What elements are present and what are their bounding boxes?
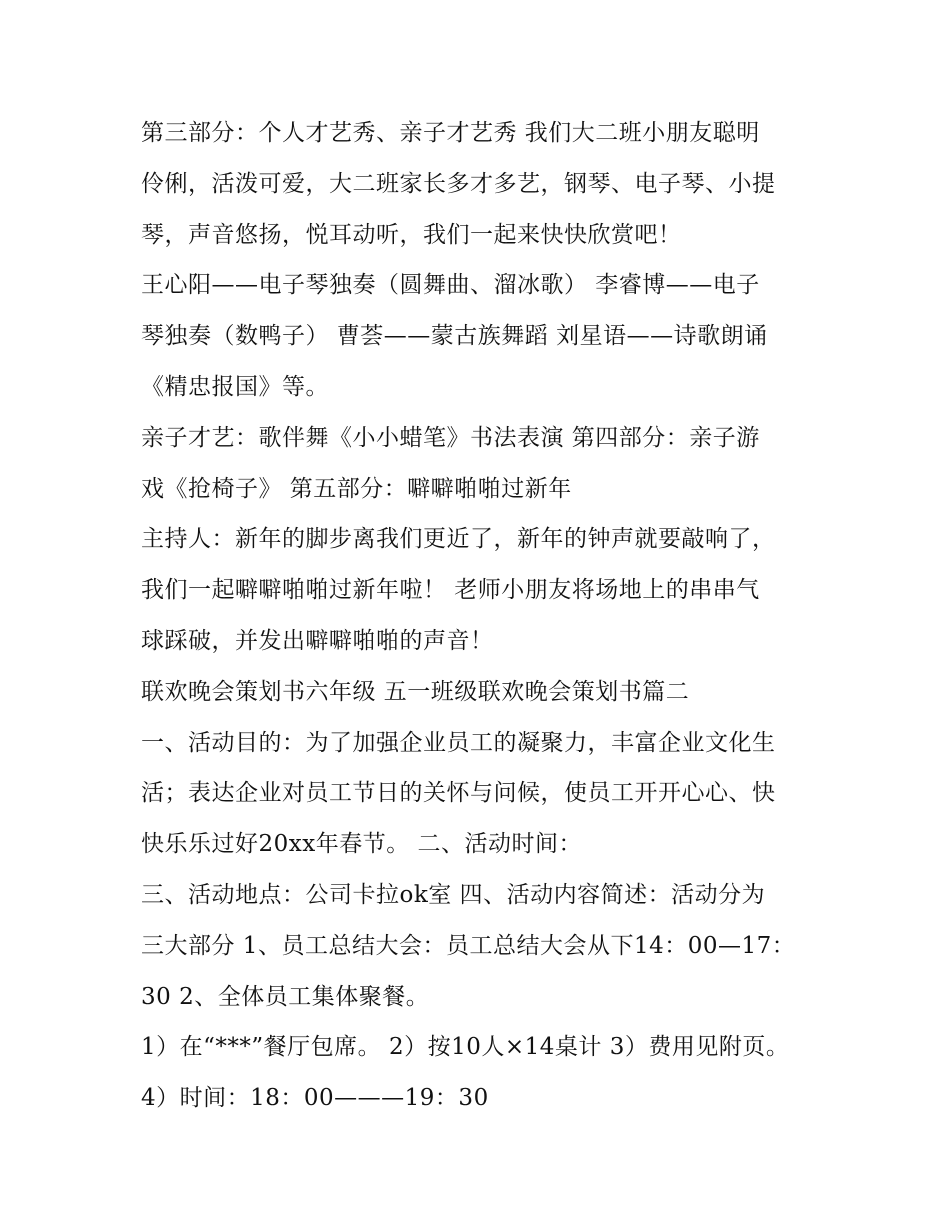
text-line: 《精忠报国》等。 [141,373,329,400]
text-line: 亲子才艺：歌伴舞《小小蜡笔》书法表演 第四部分：亲子游 [141,424,760,451]
text-line: 4）时间：18：00———19：30 [141,1085,489,1112]
text-line: 快乐乐过好20xx年春节。 二、活动时间： [141,831,583,858]
text-line: 琴，声音悠扬，悦耳动听，我们一起来快快欣赏吧！ [141,221,682,248]
text-line: 30 2、全体员工集体聚餐。 [141,983,430,1010]
text-line: 王心阳——电子琴独奏（圆舞曲、溜冰歌） 李睿博——电子 [141,272,760,299]
section-heading: 联欢晚会策划书六年级 五一班级联欢晚会策划书篇二 [141,678,690,705]
text-line: 戏《抢椅子》 第五部分：噼噼啪啪过新年 [141,475,572,502]
text-line: 我们一起噼噼啪啪过新年啦！ 老师小朋友将场地上的串串气 [141,577,760,604]
text-line: 1）在“***”餐厅包席。 2）按10人×14桌计 3）费用见附页。 [141,1034,790,1061]
text-line: 一、活动目的：为了加强企业员工的凝聚力，丰富企业文化生 [141,729,776,756]
text-line: 球踩破，并发出噼噼啪啪的声音！ [141,627,494,654]
text-line: 三、活动地点：公司卡拉ok室 四、活动内容简述：活动分为 [141,881,766,908]
text-line: 活；表达企业对员工节日的关怀与问候，使员工开开心心、快 [141,780,776,807]
document-body [141,108,821,1124]
text-line: 琴独奏（数鸭子） 曹荟——蒙古族舞蹈 刘星语——诗歌朗诵 [141,323,768,350]
text-line: 伶俐，活泼可爱，大二班家长多才多艺，钢琴、电子琴、小提 [141,170,776,197]
text-line: 三大部分 1、员工总结大会：员工总结大会从下14：00—17： [141,932,796,959]
text-line: 第三部分：个人才艺秀、亲子才艺秀 我们大二班小朋友聪明 [141,120,760,146]
text-line: 主持人：新年的脚步离我们更近了，新年的钟声就要敲响了， [141,526,776,553]
